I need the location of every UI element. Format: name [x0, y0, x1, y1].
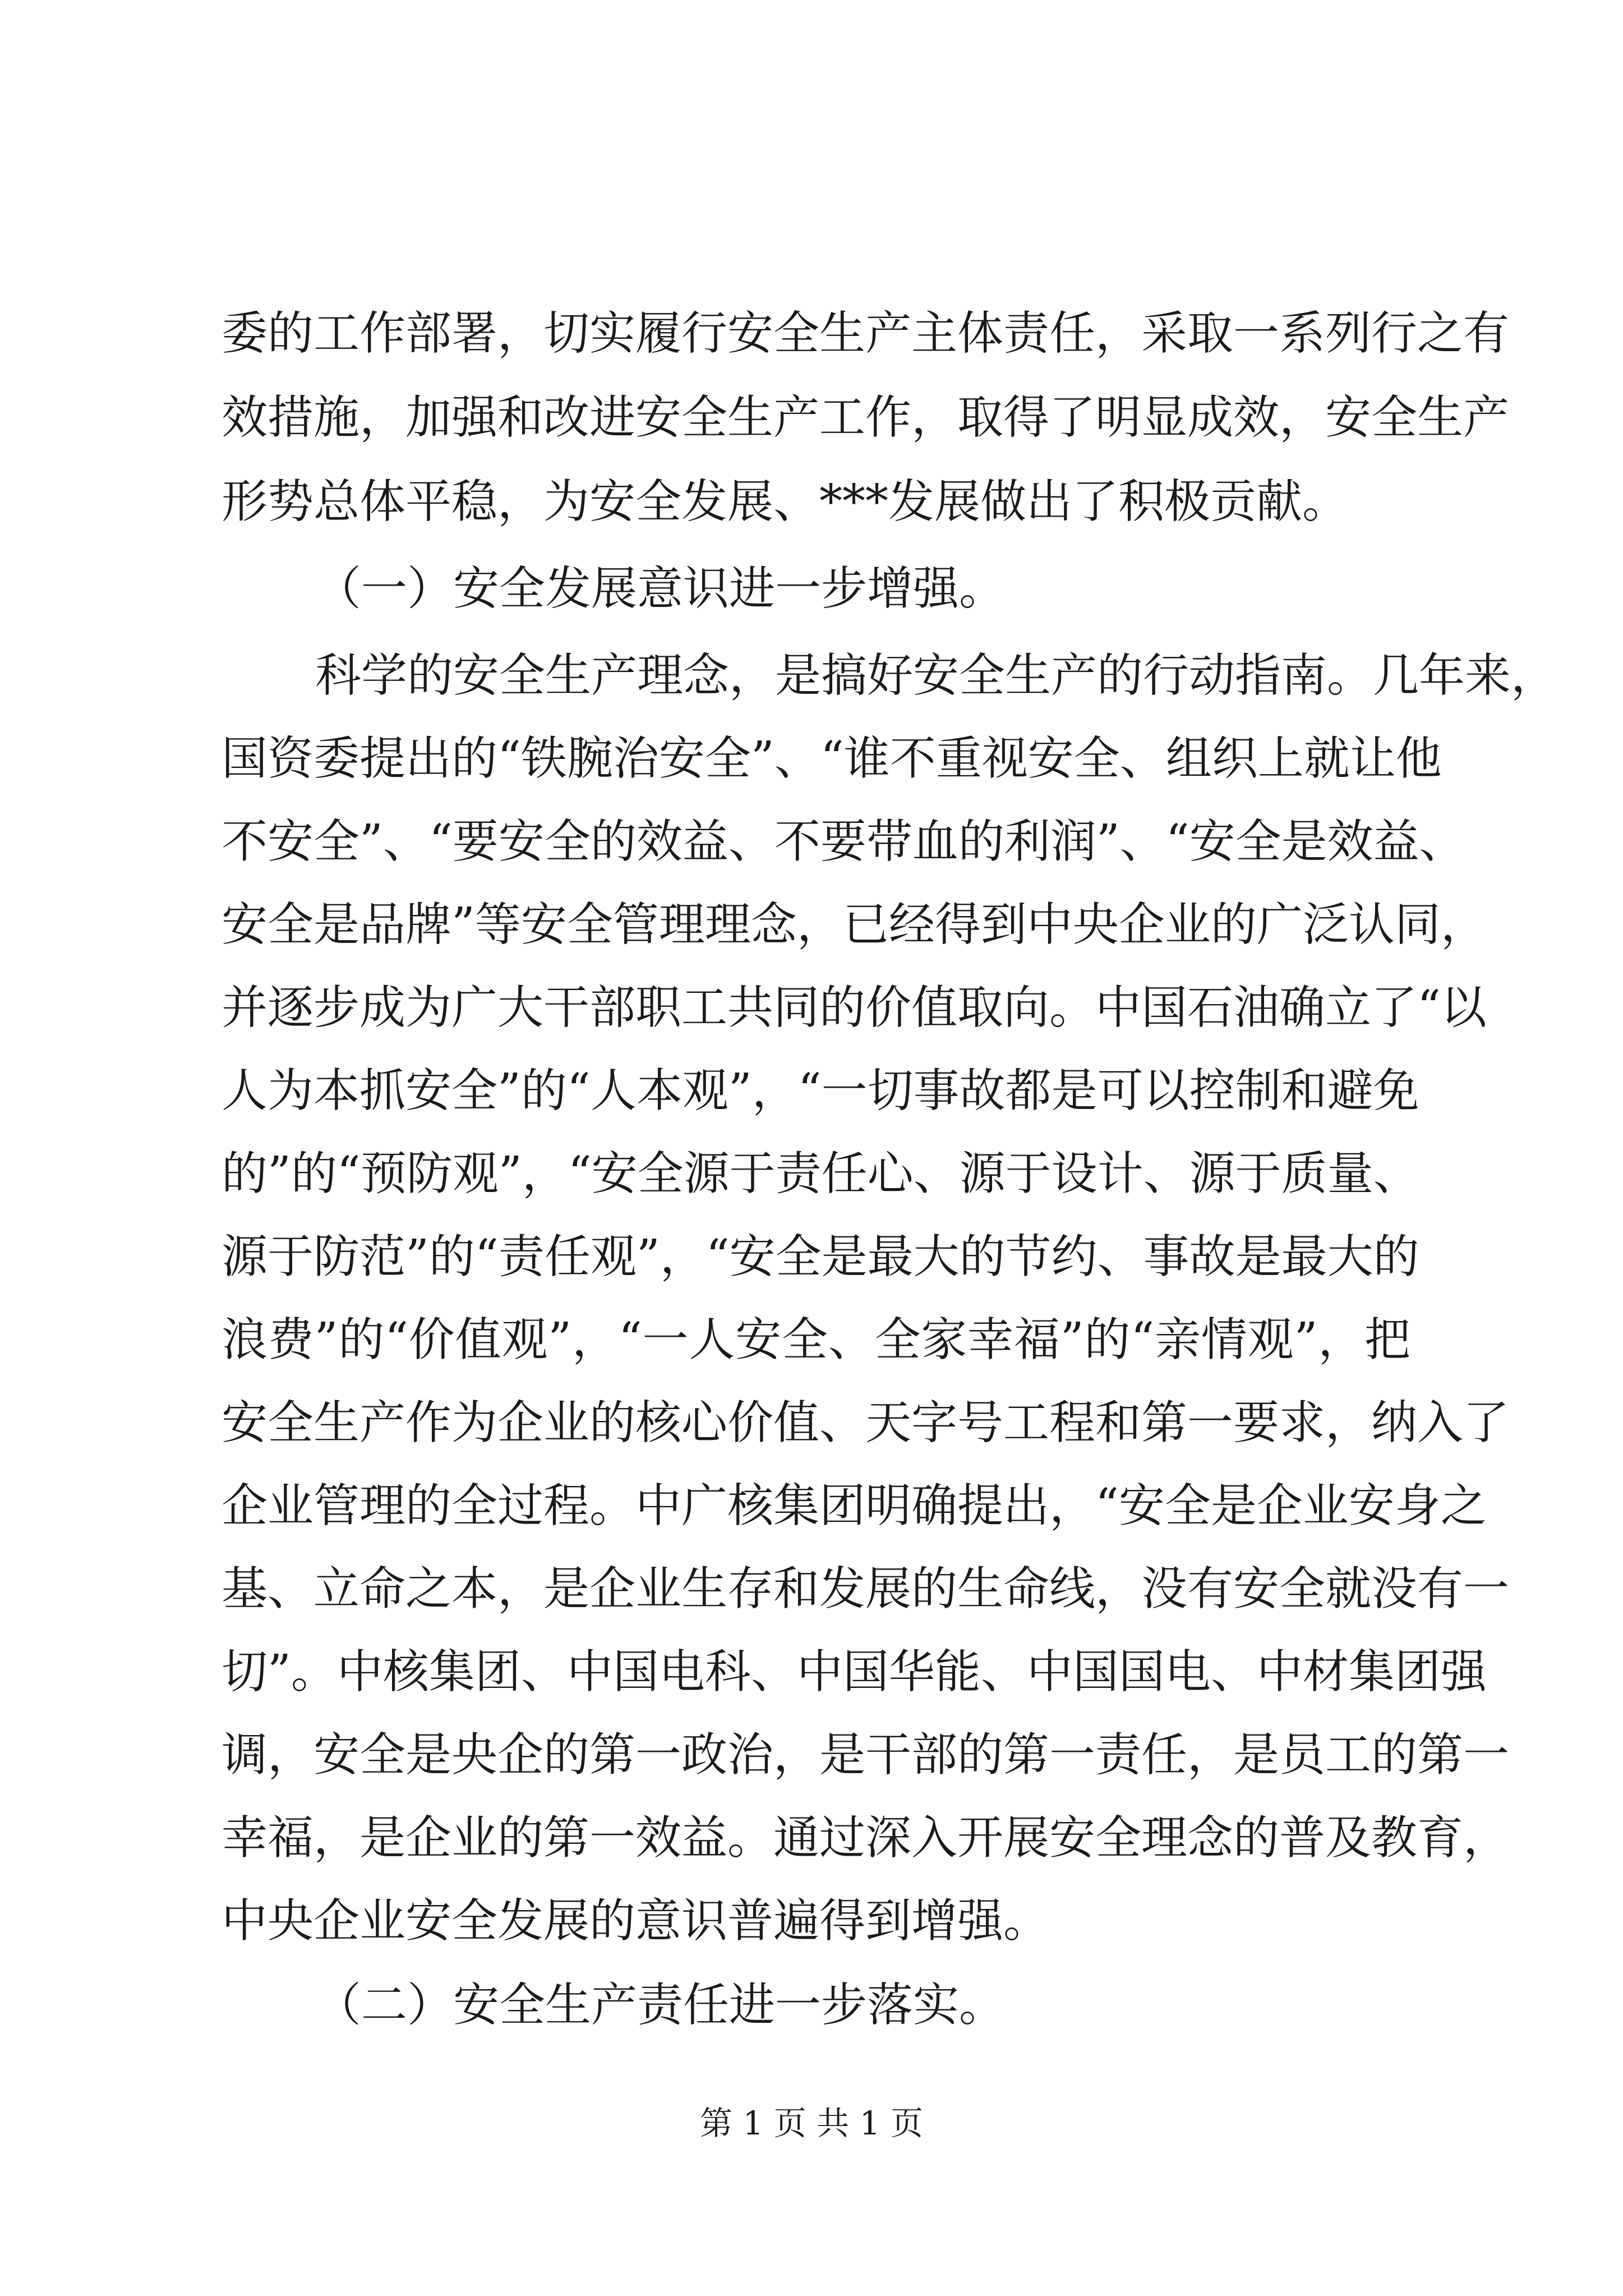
section-heading: （二）安全生产责任进一步落实。 [315, 1978, 1006, 2032]
text-line: 浪费”的“价值观”，“一人安全、全家幸福”的“亲情观”，把 [222, 1313, 1410, 1366]
text-line: 效措施，加强和改进安全生产工作，取得了明显成效，安全生产 [222, 391, 1510, 444]
text-line: 基、立命之本，是企业生存和发展的生命线，没有安全就没有一 [222, 1562, 1510, 1616]
text-line: 国资委提出的“铁腕治安全”、“谁不重视安全、组织上就让他 [222, 732, 1442, 785]
text-line: 并逐步成为广大干部职工共同的价值取向。中国石油确立了“以 [222, 981, 1487, 1034]
text-line: 安全生产作为企业的核心价值、天字号工程和第一要求，纳入了 [222, 1396, 1510, 1450]
text-line: 委的工作部署，切实履行安全生产主体责任，采取一系列行之有 [222, 307, 1510, 360]
section-heading: （一）安全发展意识进一步增强。 [315, 562, 1006, 615]
text-line: 人为本抓安全”的“人本观”，“一切事故都是可以控制和避免 [222, 1064, 1419, 1117]
text-line: 不安全”、“要安全的效益、不要带血的利润”、“安全是效益、 [222, 815, 1465, 868]
text-line: 的”的“预防观”，“安全源于责任心、源于设计、源于质量、 [222, 1147, 1419, 1200]
text-line: 切”。中核集团、中国电科、中国华能、中国国电、中材集团强 [222, 1645, 1487, 1699]
text-line: 源于防范”的“责任观”，“安全是最大的节约、事故是最大的 [222, 1230, 1419, 1283]
text-line: 企业管理的全过程。中广核集团明确提出，“安全是企业安身之 [222, 1479, 1487, 1533]
text-line: 幸福，是企业的第一效益。通过深入开展安全理念的普及教育， [222, 1811, 1510, 1865]
text-line: 调，安全是央企的第一政治，是干部的第一责任，是员工的第一 [222, 1728, 1510, 1782]
page-number-footer: 第 1 页 共 1 页 [700, 2104, 923, 2142]
paragraph-first-line: 科学的安全生产理念，是搞好安全生产的行动指南。几年来， [315, 649, 1557, 702]
text-line: 安全是品牌”等安全管理理念，已经得到中央企业的广泛认同， [222, 898, 1487, 951]
text-line: 中央企业安全发展的意识普遍得到增强。 [222, 1894, 1050, 1948]
text-line: 形势总体平稳，为安全发展、***发展做出了积极贡献。 [222, 475, 1349, 528]
